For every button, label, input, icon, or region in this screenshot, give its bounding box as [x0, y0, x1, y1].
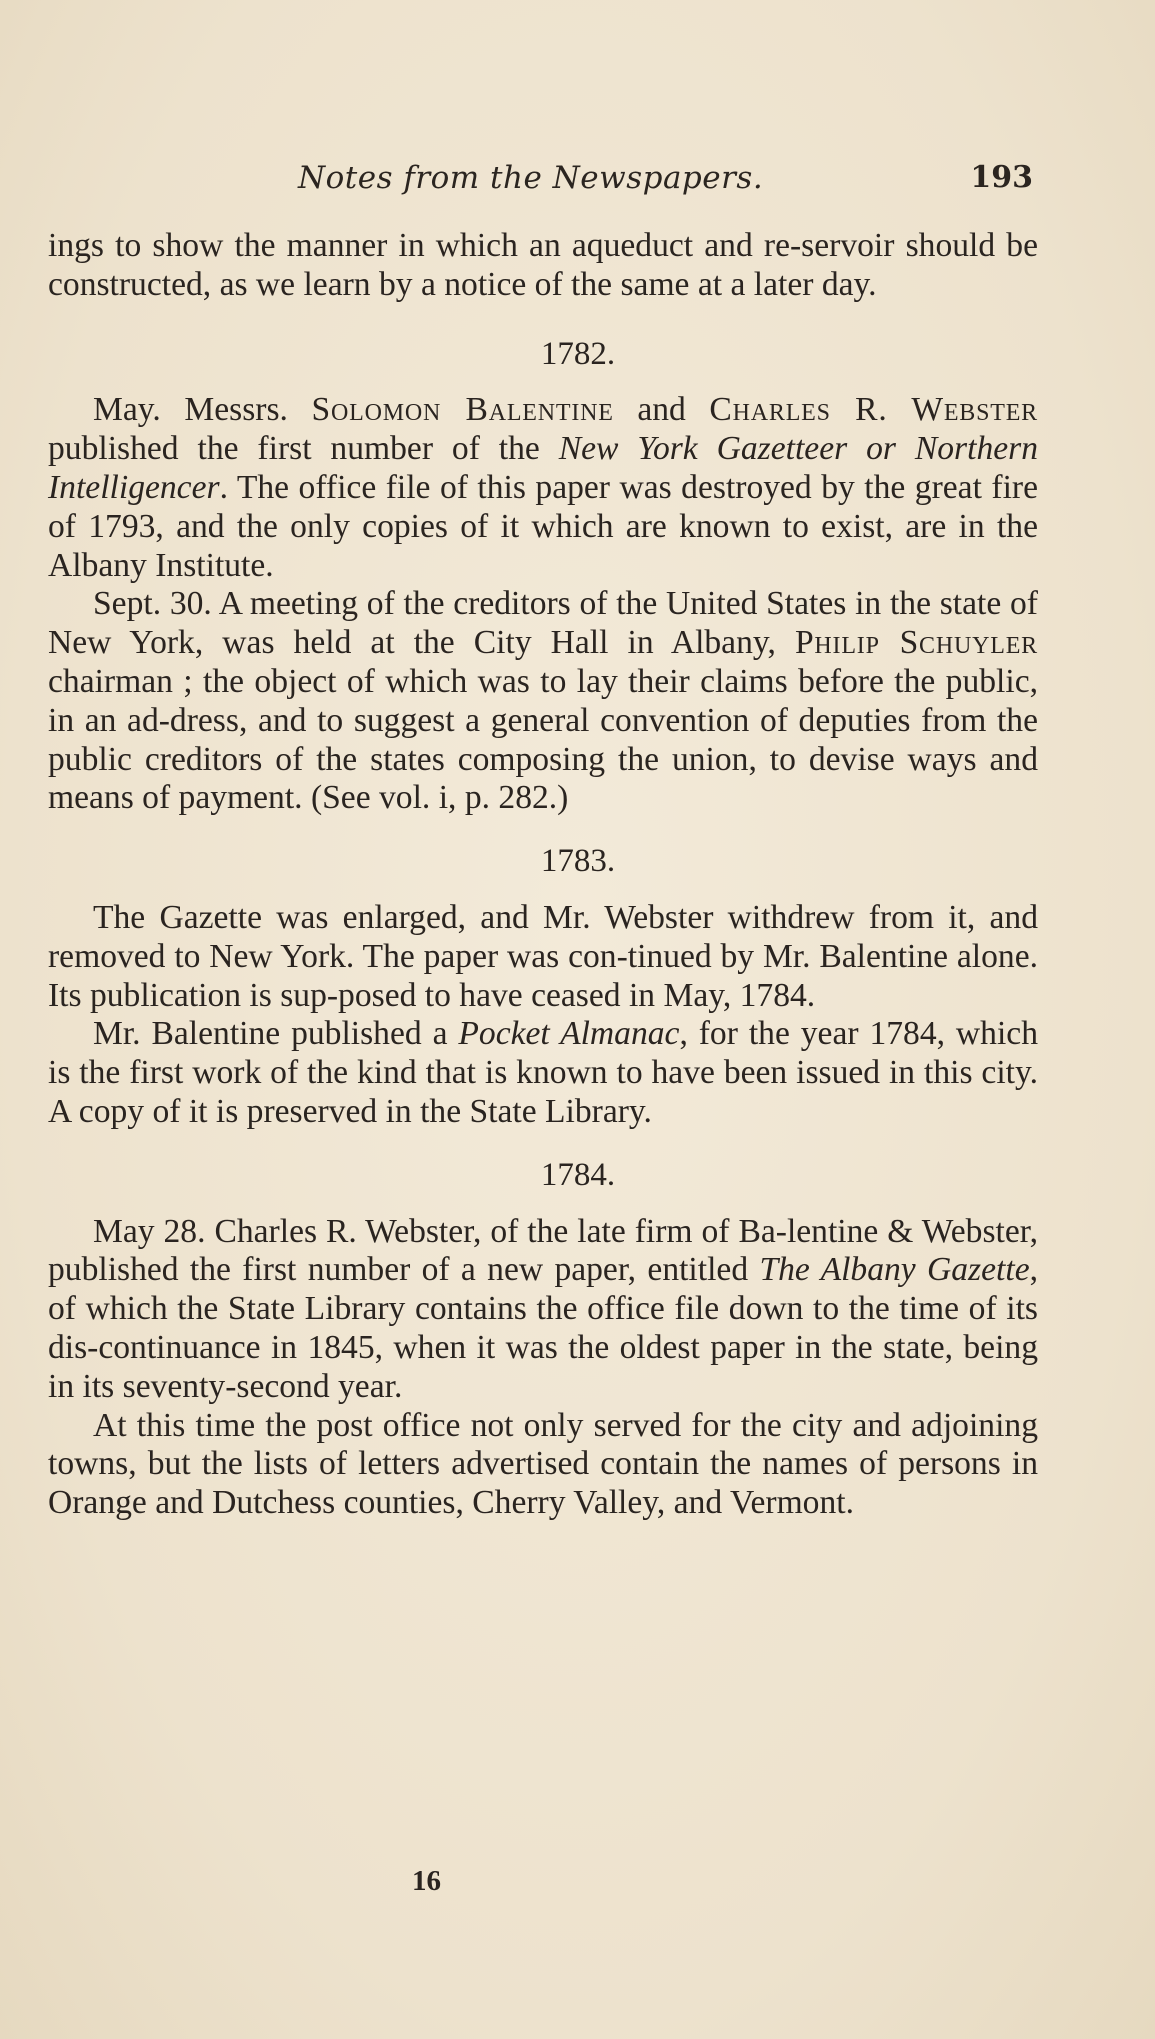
text-run: Mr. Balentine published a: [93, 1015, 459, 1053]
year-heading-1782: 1782.: [540, 335, 616, 372]
page-header: [298, 160, 1033, 200]
text-run: published the first number of the: [48, 430, 559, 468]
year-heading-1783: 1783.: [540, 843, 616, 880]
person-name-balentine: Solomon Balentine: [311, 391, 614, 429]
text-run: , for the year 1784, which is the first work of the kind that is known to have been issued in this city. A copy of it is preserved in the State Library.: [48, 1015, 1038, 1130]
paragraph-creditors-meeting: [48, 585, 1038, 818]
text-run: chairman ; the object of which was to lay their claims before the public, in an ad‑dress, and to suggest a general convention of deputies from the public creditors of the states composing the union, to devise ways and means of payment. (See vol. i, p. 282.): [48, 662, 1038, 817]
page-number: 193: [970, 160, 1033, 195]
text-run: May 28. Charles R. Webster, of the late firm of Ba‑lentine & Webster, published the first number of a new paper, entitled: [48, 1212, 1038, 1289]
text-run: , of which the State Library contains the office file down to the time of its dis‑continuance in 1845, when it was the oldest paper in the state, being in its seventy-second year.: [48, 1251, 1038, 1405]
paragraph-gazetteer: [48, 391, 1038, 585]
person-name-schuyler: Philip Schuyler: [794, 624, 1038, 662]
paragraph-aqueduct: ings to show the manner in which an aqueduct and re‑servoir should be constructed, as we learn by a notice of the same at a later day.: [48, 227, 1038, 303]
paragraph-albany-gazette: [48, 1213, 1038, 1407]
text-run: May. Messrs.: [93, 391, 312, 429]
paragraph-pocket-almanac: [48, 1015, 1038, 1131]
text-run: and: [613, 391, 710, 429]
person-name-webster: Charles R. Webster: [709, 391, 1038, 429]
year-heading-1784: 1784.: [540, 1156, 616, 1193]
paragraph-gazette-enlarged: The Gazette was enlarged, and Mr. Webster withdrew from it, and removed to New York. The paper was con‑tinued by Mr. Balentine alone. Its publication is sup‑posed to have ceased in May, 1784.: [48, 898, 1038, 1014]
newspaper-title: New York Gazetteer or Northern Intelligencer: [48, 430, 1038, 506]
text-run: Sept. 30. A meeting of the creditors of the United States in the state of New York, was held at the City Hall in Albany,: [48, 585, 1038, 662]
paragraph-post-office: At this time the post office not only served for the city and adjoining towns, but the lists of letters advertised contain the names of persons in Orange and Dutchess counties, Cherry Valley, and Vermont.: [48, 1406, 1038, 1522]
page-body: [48, 227, 1038, 1523]
almanac-title: Pocket Almanac: [458, 1015, 680, 1053]
running-title: Notes from the Newspapers.: [298, 160, 764, 196]
newspaper-title: The Albany Gazette: [759, 1251, 1030, 1289]
signature-mark: 16: [412, 1865, 441, 1897]
text-run: . The office file of this paper was destroyed by the great fire of 1793, and the only copies of it which are known to exist, are in the Albany Institute.: [48, 468, 1038, 584]
